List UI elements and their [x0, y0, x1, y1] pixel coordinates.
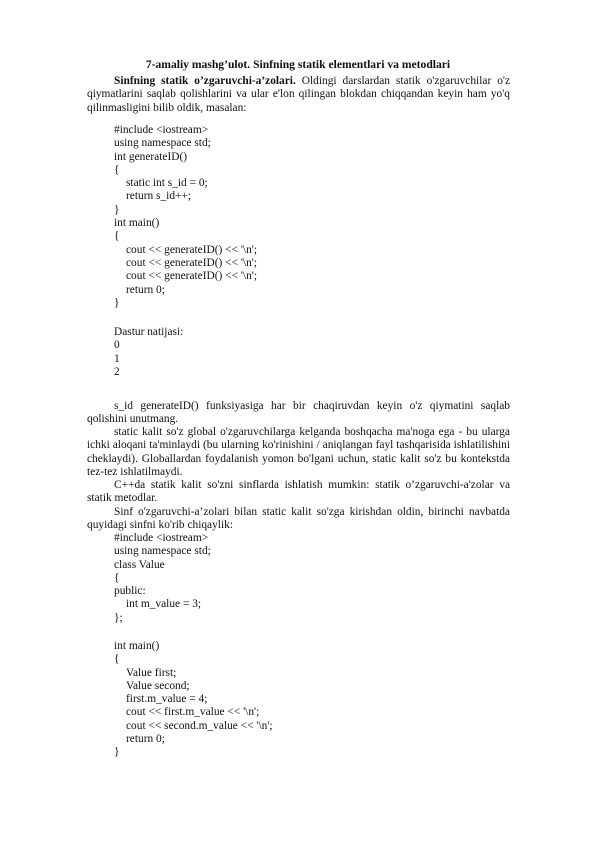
- code-line: {: [114, 230, 120, 243]
- code-line: #include <iostream>: [114, 532, 209, 544]
- code-line: using namespace std;: [114, 137, 211, 150]
- code-line: cout << generateID() << '\n';: [126, 243, 258, 256]
- code-line: }: [114, 746, 120, 759]
- code-line: Value first;: [126, 666, 177, 679]
- code-block-generateid: [114, 124, 514, 310]
- code-line: cout << second.m_value << '\n';: [126, 719, 273, 732]
- code-line: 0: [114, 339, 120, 352]
- code-line: #include <iostream>: [114, 124, 209, 136]
- code-line: int generateID(): [114, 150, 188, 163]
- code-line: first.m_value = 4;: [126, 693, 208, 706]
- code-line: Dastur natijasi:: [114, 326, 184, 338]
- code-line: 1: [114, 352, 120, 365]
- code-line: }: [114, 203, 120, 216]
- code-line: public:: [114, 585, 146, 598]
- paragraph-static-members-intro: [87, 75, 510, 115]
- code-line: int main(): [114, 640, 160, 652]
- code-line: cout << first.m_value << '\n';: [126, 706, 260, 719]
- code-line: {: [114, 653, 120, 666]
- page-title: 7-amaliy mashg’ulot. Sinfning statik elementlari va metodlari: [145, 58, 451, 71]
- code-line: int m_value = 3;: [126, 598, 202, 611]
- paragraph-text: Oldingi darslardan statik o'zgaruvchilar o'z qiymatlarini saqlab qolishlarini va ular e'lon qilingan blokdan chiqqandan keyin ham yo'q qilinmasligini bilib oldik, masalan:: [87, 75, 510, 114]
- code-line: int main(): [114, 217, 160, 230]
- code-line: class Value: [114, 558, 165, 571]
- code-line: {: [114, 163, 120, 176]
- code-line: cout << generateID() << '\n';: [126, 256, 258, 269]
- code-line: return 0;: [126, 283, 165, 296]
- code-line: return 0;: [126, 733, 165, 746]
- paragraph-static-in-classes: C++da statik kalit so'zni sinflarda ishlatish mumkin: statik o’zgaruvchi-a'zolar va statik metodlar.: [87, 479, 510, 505]
- paragraph-static-global: static kalit so'z global o'zgaruvchilarga kelganda boshqacha ma'noga ega - bu ularga ichki aloqani ta'minlaydi (bu ularning ko'rinishini / aniqlangan fayl tashqarisida ishlatilishini cheklaydi). Globallardan foydalanish yomon bo'lgani uchun, static kalit so'z bu kontekstda tez-tez ishlatilmaydi.: [87, 426, 510, 478]
- program-output: [114, 326, 514, 379]
- code-line: static int s_id = 0;: [126, 177, 208, 190]
- code-line: };: [114, 611, 123, 624]
- paragraph-class-example-intro: Sinf o'zgaruvchi-a’zolari bilan static kalit so'zga kirishdan oldin, birinchi navbatda quyidagi sinfni ko'rib chiqaylik:: [87, 506, 510, 532]
- code-line: 2: [114, 365, 120, 378]
- paragraph-sid-note: s_id generateID() funksiyasiga har bir chaqiruvdan keyin o'z qiymatini saqlab qolishini unutmang.: [87, 400, 510, 426]
- code-line: using namespace std;: [114, 545, 211, 558]
- code-block-class-value: [114, 532, 514, 625]
- code-line: cout << generateID() << '\n';: [126, 270, 258, 283]
- code-line: return s_id++;: [126, 190, 192, 203]
- code-block-main: [114, 640, 514, 760]
- section-heading-inline: Sinfning statik o’zgaruvchi-a’zolari.: [114, 75, 296, 87]
- code-line: {: [114, 571, 120, 584]
- code-line: Value second;: [126, 679, 190, 692]
- code-line: }: [114, 296, 120, 309]
